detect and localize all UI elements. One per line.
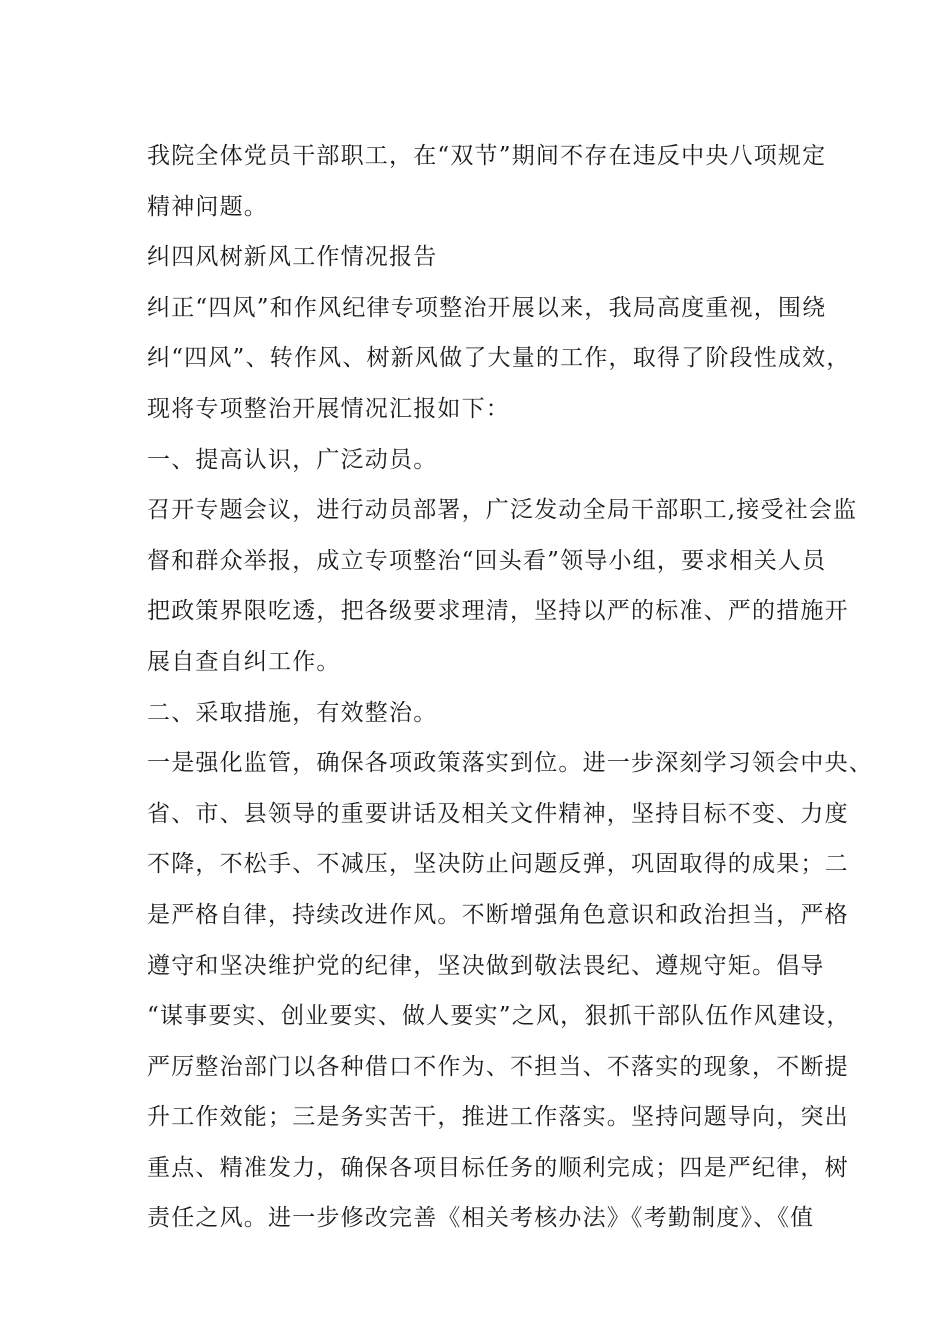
text-line: 是严格自律，持续改进作风。不断增强角色意识和政治担当，严格 — [147, 901, 849, 928]
text-line: 展自查自纠工作。 — [147, 648, 341, 675]
text-line: 纠“四风”、转作风、树新风做了大量的工作，取得了阶段性成效， — [147, 345, 851, 372]
text-line: 一是强化监管，确保各项政策落实到位。进一步深刻学习领会中央、 — [147, 750, 873, 777]
text-line: 重点、精准发力，确保各项目标任务的顺利完成；四是严纪律，树 — [147, 1154, 849, 1181]
section-heading: 二、采取措施，有效整治。 — [147, 699, 438, 726]
text-line: 严厉整治部门以各种借口不作为、不担当、不落实的现象，不断提 — [147, 1053, 849, 1080]
text-line: 精神问题。 — [147, 193, 268, 220]
text-line: “谋事要实、创业要实、做人要实”之风，狠抓干部队伍作风建设， — [147, 1003, 851, 1030]
text-line: 遵守和坚决维护党的纪律，坚决做到敬法畏纪、遵规守矩。倡导 — [147, 952, 825, 979]
text-line: 升工作效能；三是务实苦干，推进工作落实。坚持问题导向，突出 — [147, 1104, 849, 1131]
text-line: 把政策界限吃透，把各级要求理清，坚持以严的标准、严的措施开 — [147, 598, 849, 625]
text-line: 不降，不松手、不减压，坚决防止问题反弹，巩固取得的成果；二 — [147, 851, 849, 878]
text-line: 责任之风。进一步修改完善《相关考核办法》《考勤制度》、《值 — [147, 1205, 815, 1232]
section-title: 纠四风树新风工作情况报告 — [147, 244, 438, 271]
text-line: 纠正“四风”和作风纪律专项整治开展以来，我局高度重视，围绕 — [147, 294, 827, 321]
section-heading: 一、提高认识，广泛动员。 — [147, 446, 438, 473]
text-line: 现将专项整治开展情况汇报如下： — [147, 395, 510, 422]
text-line: 召开专题会议，进行动员部署，广泛发动全局干部职工,接受社会监 — [147, 497, 858, 524]
document-body — [147, 131, 873, 1244]
text-line: 督和群众举报，成立专项整治“回头看”领导小组，要求相关人员 — [147, 547, 827, 574]
text-line: 我院全体党员干部职工，在“双节”期间不存在违反中央八项规定 — [147, 143, 827, 169]
text-line: 省、市、县领导的重要讲话及相关文件精神，坚持目标不变、力度 — [147, 800, 849, 827]
